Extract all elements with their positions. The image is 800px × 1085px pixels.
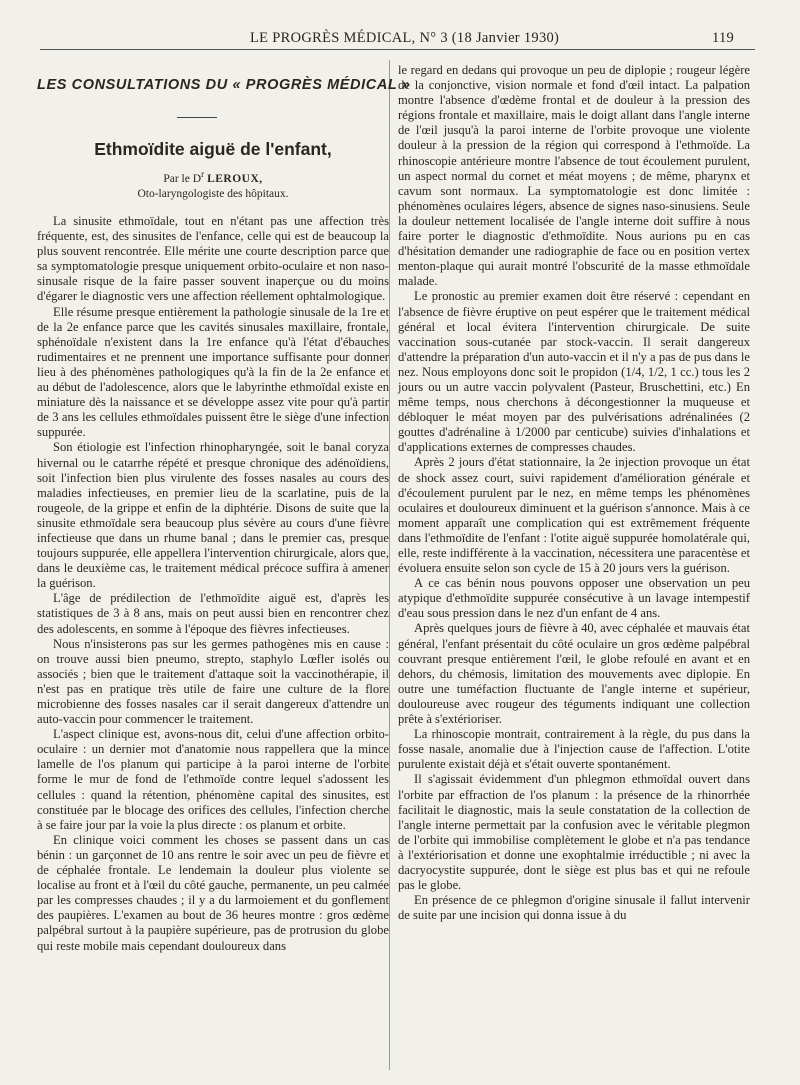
- paragraph: le regard en dedans qui provoque un peu de diplopie ; rougeur légère de la conjonctive, vision normale et fond d'œil intact. La palpation montre l'absence d'œdème frontal et de douleur à la pression des régions frontale et maxillaire, mais le doigt allant dans l'angle interne de l'œil jusqu'à la paroi interne de l'orbite provoque une violente douleur à la pression de la région qui correspond à l'ethmoïde. La rhinoscopie antérieure montre l'absence de tout écoulement purulent, un aspect normal du cornet et méat moyens ; de même, pharynx et cavum sont normaux. La symptomatologie est donc limitée : phénomènes oculaires légers, absence de signes naso-sinusiens. Seule la douleur nettement localisée de l'angle interne doit suffire à nous faire porter le diagnostic d'ethmoïdite. Nous aurions pu en cas d'hésitation demander une radiographie de face ou en position vertex menton-plaque qui aurait montré l'obscurité de la masse ethmoïdale malade.: [398, 63, 750, 289]
- paragraph: L'âge de prédilection de l'ethmoïdite aiguë est, d'après les statistiques de 3 à 8 ans, mais on peut aussi bien en rencontrer chez des adolescents, en somme à l'époque des fièvres infectieuses.: [37, 591, 389, 636]
- paragraph: La sinusite ethmoïdale, tout en n'étant pas une affection très fréquente, est, des sinusites de l'enfance, celle qui est de beaucoup la plus souvent rencontrée. Elle mérite une courte description parce que sa symptomatologie presque uniquement orbito-oculaire et non naso-sinusale risque de la faire passer souvent inaperçue ou du moins d'égarer le diagnostic vers une affection réellement ophtalmologique.: [37, 214, 389, 304]
- article-title: Ethmoïdite aiguë de l'enfant,: [94, 139, 332, 160]
- right-column: [398, 63, 750, 923]
- author-name: LEROUX,: [207, 173, 263, 186]
- paragraph: Après quelques jours de fièvre à 40, avec céphalée et mauvais état général, l'enfant présentait du côté oculaire un gros œdème palpébral couvrant presque entièrement l'œil, le globe refoulé en avant et en dehors, du chémosis, limitation des mouvements avec diplopie. En outre une tuméfaction fluctuante de l'angle interne et supérieur, douloureuse avec rougeur des téguments indiquant une collection prête à s'extérioriser.: [398, 621, 750, 727]
- running-title: LE PROGRÈS MÉDICAL, N° 3 (18 Janvier 1930): [250, 30, 560, 46]
- paragraph: Elle résume presque entièrement la pathologie sinusale de la 1re et de la 2e enfance parce que les cavités sinusales maxillaire, frontale, sphénoïdale n'existent dans la 1re enfance qu'à l'état d'ébauches rudimentaires et ne prennent une importance suffisante pour donner lieu à des phénomènes pathologiques qu'à la fin de la 2e enfance et au début de l'adolescence, alors que le labyrinthe ethmoïdal existe en miniature dès la naissance et se développe assez vite pour qu'à partir de 3 ans les cellules ethmoïdales puissent être le siège d'une infection suppurée.: [37, 304, 389, 440]
- column-divider: [389, 60, 390, 1070]
- page-number: 119: [712, 30, 735, 46]
- running-header: [0, 30, 800, 50]
- paragraph: En clinique voici comment les choses se passent dans un cas bénin : un garçonnet de 10 ans rentre le soir avec un peu de fièvre et de céphalée frontale. Le lendemain la douleur plus violente se localise au front et à l'œil du côté gauche, permanente, un peu calmée par les compresses chaudes ; il y a du larmoiement et du gonflement des paupières. L'examen au bout de 36 heures montre : gros œdème palpébral surtout à la paupière supérieure, pas de protrusion du globe qui reste mobile mais cependant douloureux dans: [37, 832, 389, 953]
- section-title: LES CONSULTATIONS DU « PROGRÈS MÉDICAL »: [37, 77, 411, 93]
- paragraph: Son étiologie est l'infection rhinopharyngée, soit le banal coryza hivernal ou le catarrhe répété et presque chronique des adénoïdiens, soit l'infection bien plus virulente des fosses nasales au cours des maladies infectieuses, en premier lieu de la scarlatine, puis de la rougeole, de la grippe et enfin de la diphtérie. Disons de suite que la sinusite ethmoïdale sera beaucoup plus sévère au cours d'une fièvre infectieuse que dans un rhume banal ; dans le premier cas, presque toujours suppurée, elle appellera l'intervention chirurgicale, alors que, dans le deuxième cas, le traitement médical précoce suffira à amener la guérison.: [37, 440, 389, 591]
- paragraph: Il s'agissait évidemment d'un phlegmon ethmoïdal ouvert dans l'orbite par effraction de l'os planum : la présence de la rhinorrhée facilitait le diagnostic, mais la seule constatation de la collection de l'angle interne permettait par la confusion avec le véritable plegmon de l'orbite qui immobilise complètement le globe et n'a pas tendance à l'extériorisation et donne une exophtalmie irréductible ; ni avec la dacryocystite suppurée, dont le siège est plus bas et qui ne refoule pas le globe.: [398, 772, 750, 893]
- paragraph: Nous n'insisterons pas sur les germes pathogènes mis en cause : on trouve aussi bien pneumo, strepto, staphylo Lœfler isolés ou associés ; bien que le traitement d'attaque soit la vaccinothérapie, il n'est pas en pratique très utile de faire une culture de la flore microbienne des fosses nasales car il serait dangereux d'attendre un auto-vaccin pour commencer le traitement.: [37, 636, 389, 727]
- paragraph: En présence de ce phlegmon d'origine sinusale il fallut intervenir de suite par une incision qui donna issue à du: [398, 893, 750, 923]
- paragraph: Après 2 jours d'état stationnaire, la 2e injection provoque un état de shock assez court, suivi rapidement d'amélioration générale et d'écoulement purulent par le nez, en même temps les phénomènes oculaires et douloureux diminuent et la guérison s'annonce. Mais à ce moment apparaît une complication qui est extrêmement fréquente dans l'ethmoïdite de l'enfant : l'otite aiguë suppurée homolatérale qui, elle, reste indifférente à la vaccination, nécessitera une paracentèse et évoluera ensuite selon son cycle de 15 à 20 jours vers la guérison.: [398, 455, 750, 576]
- author-affiliation: Oto-laryngologiste des hôpitaux.: [137, 188, 289, 201]
- left-column: [37, 62, 411, 954]
- header-rule: [40, 49, 755, 50]
- paragraph: Le pronostic au premier examen doit être réservé : cependant en l'absence de fièvre éruptive on peut espérer que le traitement médical général et local évitera l'intervention chirurgicale. De suite vaccination sous-cutanée par stock-vaccin. Il serait dangereux d'attendre la préparation d'un auto-vaccin et il n'y a pas de pus dans le nez. Nous employons donc soit le propidon (1/4, 1/2, 1 cc.) tous les 2 jours ou un autre vaccin polyvalent (Pasteur, Bruschettini, etc.) En même temps, nous cherchons à décongestionner la muqueuse et débloquer le méat moyen par des pulvérisations adrénalinées (2 gouttes d'adrénaline à 1/2000 par centicube) suivies d'inhalations et d'applications externes de compresses chaudes.: [398, 289, 750, 455]
- byline-prefix: Par le D: [163, 173, 202, 186]
- paragraph: La rhinoscopie montrait, contrairement à la règle, du pus dans la fosse nasale, anomalie due à l'injection cause de l'affection. L'otite purulente existait déjà et s'était ouverte spontanément.: [398, 727, 750, 772]
- byline-sup: r: [201, 169, 205, 181]
- byline: [37, 167, 389, 187]
- paragraph: L'aspect clinique est, avons-nous dit, celui d'une affection orbito-oculaire : un dernier mot d'anatomie nous rappellera que la mince lamelle de l'os planum qui participe à la paroi interne de l'orbite forme le mur de fond de l'ethmoïde contre lequel s'adossent les cellules : quand la rétention, phénomène capital des sinusites, est constituée par le blocage des orifices des cellules, l'infection cherche à se faire jour par la voie la plus directe : os planum et orbite.: [37, 727, 389, 832]
- paragraph: A ce cas bénin nous pouvons opposer une observation un peu atypique d'ethmoïdite suppurée consécutive à un lavage intempestif d'eau sous pression dans le nez d'un enfant de 4 ans.: [398, 576, 750, 621]
- title-rule: [177, 117, 217, 118]
